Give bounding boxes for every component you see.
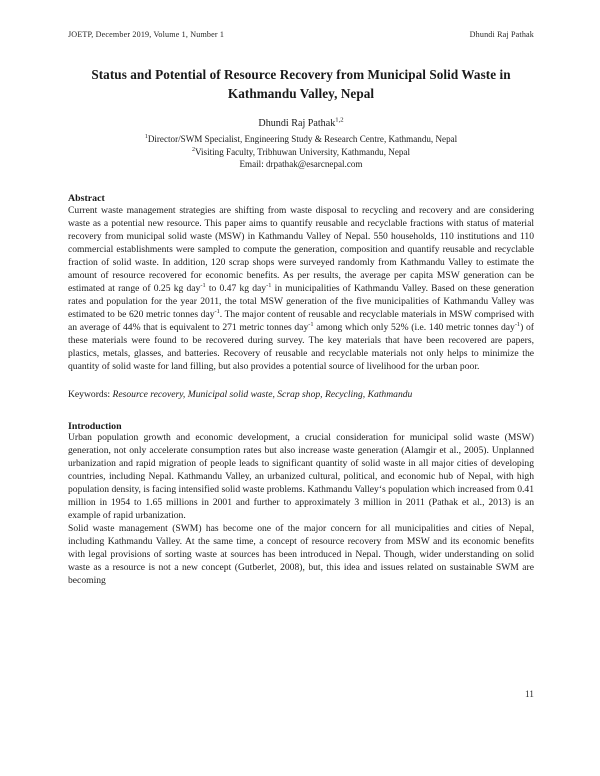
page-number: 11 [524,690,534,700]
running-head-left: JOETP, December 2019, Volume 1, Number 1 [68,30,225,39]
author-email: Email: drpathak@esarcnepal.com [239,159,363,170]
paper-title: Status and Potential of Resource Recovery from Municipal Solid Waste in Kathmandu Valley, Nepal [91,67,511,102]
affiliation-2 [68,146,534,159]
running-head-right: Dhundi Raj Pathak [469,30,534,39]
affiliation-1-text: Director/SWM Specialist, Engineering Study & Research Centre, Kathmandu, Nepal [147,133,458,144]
abstract-part-1: Current waste management strategies are shifting from waste disposal to recycling and recovery and are considering waste as a potential new resource. This paper aims to quantify reusable and recyclable fractions with status of material recovery from municipal solid waste (MSW) in Kathmandu Valley of Nepal. 550 households, 110 institutions and 110 commercial establishments were sampled to compute the generation, composition and quantify reusable and recyclable fraction of solid waste. In addition, 120 scrap shops were surveyed randomly from Kathmandu Valley to estimate the amount of resource recovered for economic benefits. As per results, the average per capita MSW generation can be estimated at range of 0.25 kg day [68,205,534,295]
abstract-part-5: among which only 52% (i.e. 140 metric tonnes day [313,322,515,334]
abstract-sup-4: -1 [308,321,314,328]
author-affiliation-markers: 1,2 [335,116,344,124]
abstract-sup-5: -1 [514,321,521,328]
introduction-heading: Introduction [68,421,122,433]
keywords-line [68,389,534,402]
abstract-part-3: in municipalities of Kathmandu Valley. Based on these generation rates and population for the year 2011, the total MSW generation of the five municipalities of Kathmandu Valley was estimated to be 620 metric tonnes day [68,283,534,321]
abstract-part-2: to 0.47 kg day [205,283,267,295]
author-name-text: Dhundi Raj Pathak [258,118,336,130]
abstract-paragraph [68,205,534,374]
abstract-heading: Abstract [68,193,105,205]
abstract-sup-2: -1 [266,282,272,290]
abstract-sup-1: -1 [200,282,206,290]
running-head [68,30,534,39]
abstract-sup-3: -1 [214,308,220,316]
abstract-part-4: . The major content of reusable and recyclable materials in MSW comprised with an average of 44% that is equivalent to 271 metric tonnes day [68,309,534,334]
keywords-label: Keywords: [68,389,111,401]
keywords-list: Resource recovery, Municipal solid waste, Scrap shop, Recycling, Kathmandu [112,389,413,401]
author-block [68,117,534,171]
introduction-paragraph-1: Urban population growth and economic development, a crucial consideration for municipal solid waste (MSW) generation, not only accelerate consumption rates but also increase waste generation (Alamgir et al., 2005). Unplanned urbanization and rapid migration of people leads to significant quantity of solid waste in all major cities of developing countries, including Nepal. Kathmandu Valley, an urbanized cultural, political, and economic hub of Nepal, with high population density, is facing intensified solid waste problems. Kathmandu Valley‘s population which increased from 0.41 million in 1954 to 1.65 millions in 2001 and further to approximately 3 million in 2011 (Pathak et al., 2013) is an example of rapid urbanization. [68,432,534,522]
abstract-part-6: ) of these materials were found to be recovered during survey. The key materials that have been recovered are papers, plastics, metals, glasses, and batteries. Recovery of reusable and recyclable materials not only helps to minimize the quantity of solid waste for land filling, but also provides a potential source of livelihood for the urban poor. [68,322,534,373]
introduction-paragraph-2: Solid waste management (SWM) has become one of the major concern for all municipalities and cities of Nepal, including Kathmandu Valley. At the same time, a concept of resource recovery from MSW and its economic benefits with legal provisions of sorting waste at sources has been introduced in Nepal. Though, wider understanding on solid waste as a resource is not a new concept (Gutberlet, 2008), but, this idea and issues related on sustainable SWM are becoming [68,523,534,586]
affiliation-2-text: Visiting Faculty, Tribhuwan University, Kathmandu, Nepal [195,146,410,157]
author-name [68,117,534,131]
affiliation-1-marker: 1 [144,133,148,140]
affiliation-1 [68,133,534,146]
page-content [68,30,534,588]
affiliation-2-marker: 2 [192,146,195,153]
